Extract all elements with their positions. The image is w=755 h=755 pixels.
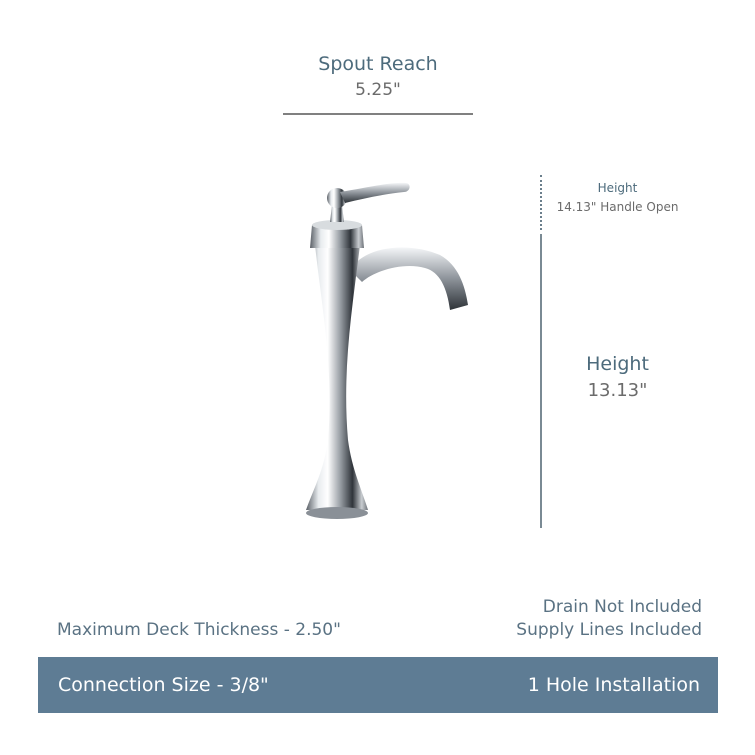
- supply-lines-note: Supply Lines Included: [516, 620, 702, 640]
- faucet-image: [290, 170, 480, 530]
- connection-size-text: Connection Size - 3/8": [58, 674, 269, 696]
- height-label: Height: [586, 353, 649, 375]
- height-handle-open-label: Height: [597, 181, 638, 195]
- spout-reach-label: Spout Reach: [318, 53, 438, 75]
- height-handle-open-value: 14.13" Handle Open: [556, 200, 679, 214]
- spout-reach-value: 5.25": [355, 80, 401, 100]
- installation-text: 1 Hole Installation: [527, 674, 700, 696]
- spec-banner: [38, 657, 718, 713]
- handle-open-dimension-line: [540, 175, 542, 230]
- height-dimension-line: [540, 234, 542, 528]
- height-value: 13.13": [587, 380, 648, 401]
- spout-reach-dimension-line: [283, 113, 473, 115]
- drain-note: Drain Not Included: [542, 597, 702, 617]
- deck-thickness-text: Maximum Deck Thickness - 2.50": [57, 620, 341, 640]
